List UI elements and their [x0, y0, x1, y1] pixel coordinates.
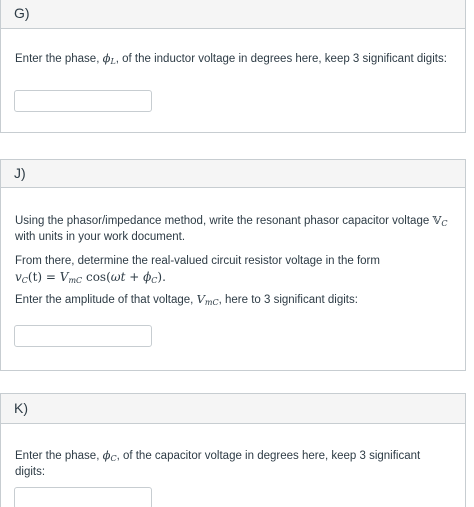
question-g-header — [1, 0, 465, 29]
phi-subscript: L — [110, 57, 116, 66]
phasor-symbol — [432, 213, 447, 227]
eq-close: ). — [157, 270, 166, 284]
question-j-p3-pre: Enter the amplitude of that voltage, — [15, 294, 197, 306]
eq-omega: ωt — [110, 270, 126, 284]
eq-amp: V — [59, 270, 69, 284]
phi-symbol: ϕ — [102, 448, 111, 462]
question-k-prompt-post: , of the capacitor voltage in degrees here, keep 3 significant digits: — [15, 450, 421, 478]
question-j-p3-post: , here to 3 significant digits: — [218, 294, 358, 306]
question-j-equation — [15, 269, 451, 285]
question-k-answer-input[interactable] — [14, 487, 152, 507]
question-g-prompt-post: , of the inductor voltage in degrees here, keep 3 significant digits: — [115, 53, 447, 65]
amplitude-subscript: mC — [204, 298, 219, 307]
question-g-label: G) — [14, 5, 30, 21]
question-k — [0, 393, 466, 507]
question-j-answer-input[interactable] — [14, 325, 152, 347]
question-g-body — [1, 29, 465, 67]
eq-phi: ϕ — [143, 270, 152, 284]
eq-phi-sub: C — [151, 276, 158, 285]
question-g — [0, 0, 466, 133]
question-g-answer-input[interactable] — [14, 90, 152, 112]
eq-cos: cos — [82, 270, 107, 284]
question-j-p1-pre: Using the phasor/impedance method, write the resonant phasor capacitor voltage — [15, 215, 433, 227]
question-j-label: J) — [14, 165, 26, 181]
question-k-prompt-pre: Enter the phase, — [15, 450, 103, 462]
phi-subscript: C — [110, 454, 117, 463]
question-j-body — [1, 188, 465, 308]
question-k-header — [1, 394, 465, 424]
eq-lhs: v — [15, 270, 22, 284]
question-j-paragraph-3 — [15, 291, 451, 308]
eq-arg: (t) — [27, 270, 43, 284]
question-g-prompt — [15, 50, 451, 67]
question-g-symbol — [103, 51, 116, 65]
question-j-paragraph-1 — [15, 212, 451, 245]
amplitude-symbol — [197, 292, 219, 306]
phasor-subscript: C — [441, 219, 448, 228]
amplitude-v-symbol: V — [196, 292, 205, 306]
eq-equals: = — [42, 270, 60, 284]
question-k-body — [1, 424, 465, 480]
question-k-label: K) — [14, 400, 28, 416]
eq-lhs-sub: C — [21, 276, 28, 285]
question-k-symbol — [103, 448, 117, 462]
question-j-paragraph-2 — [15, 253, 451, 269]
question-j-header — [1, 160, 465, 188]
question-g-prompt-pre: Enter the phase, — [15, 53, 103, 65]
eq-amp-sub: mC — [68, 276, 83, 285]
question-j-p2-text: From there, determine the real-valued circuit resistor voltage in the form — [15, 255, 380, 267]
question-j — [0, 159, 466, 371]
eq-open: ( — [106, 270, 111, 284]
eq-plus: + — [125, 270, 144, 284]
phi-symbol: ϕ — [102, 51, 111, 65]
phasor-v-symbol: 𝕍 — [432, 213, 442, 227]
question-k-prompt — [15, 447, 451, 480]
question-j-p1-post: with units in your work document. — [15, 231, 186, 243]
